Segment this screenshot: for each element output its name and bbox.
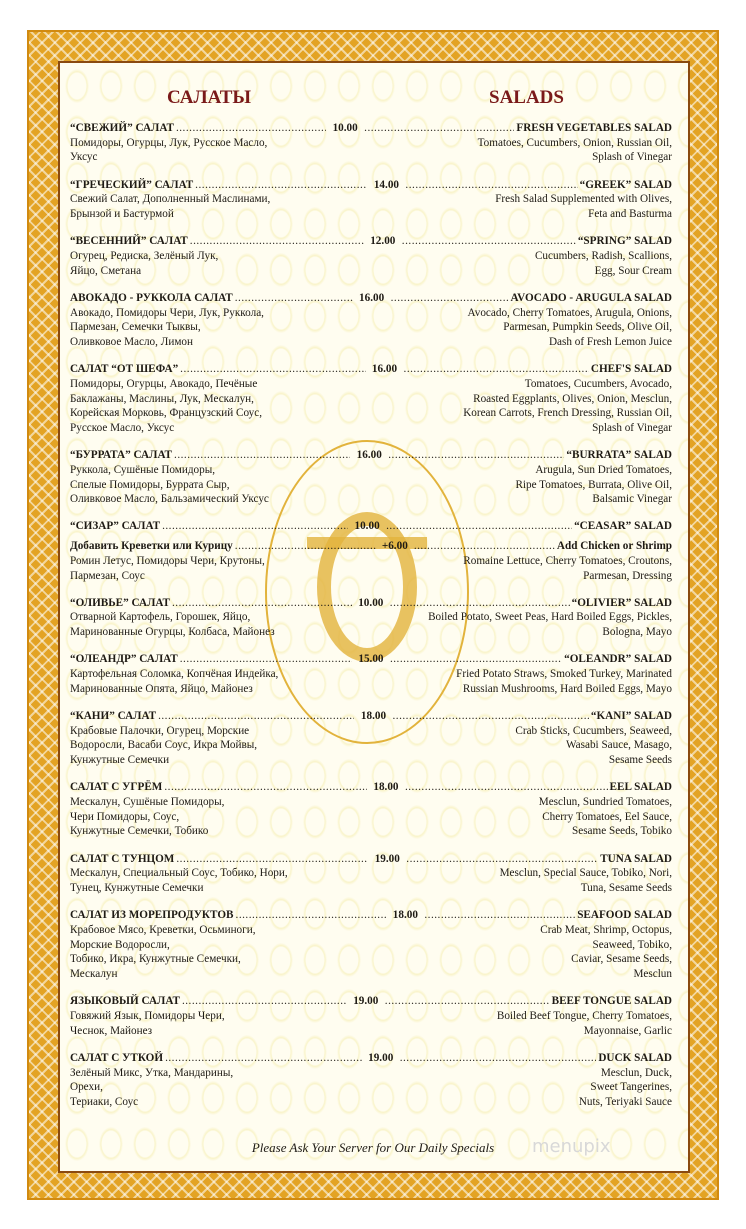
- dot-leader: [424, 908, 575, 923]
- description-line: Говяжий Язык, Помидоры Чери,: [70, 1009, 225, 1022]
- description-en: [372, 249, 672, 278]
- item-name-ru: ЯЗЫКОВЫЙ САЛАТ: [70, 995, 180, 1008]
- description-line: Помидоры, Огурцы, Авокадо, Печёные: [70, 377, 258, 390]
- description-line: Маринованные Опята, Яйцо, Майонез: [70, 682, 253, 695]
- description-line: Руккола, Сушёные Помидоры,: [70, 463, 216, 476]
- item-name-ru: “БУРРАТА” САЛАТ: [70, 449, 173, 462]
- description-line: Ripe Tomatoes, Burrata, Olive Oil,: [515, 478, 672, 491]
- description-line: Russian Mushrooms, Hard Boiled Eggs, Mayo: [462, 682, 672, 695]
- item-name-ru: “ВЕСЕННИЙ” САЛАТ: [70, 235, 188, 248]
- item-name-en: DUCK SALAD: [598, 1051, 672, 1064]
- menu-item: [70, 994, 672, 1038]
- item-name-ru: “ОЛЕАНДР” САЛАТ: [70, 653, 178, 666]
- description-line: Dash of Fresh Lemon Juice: [548, 335, 672, 348]
- item-price: 19.00: [353, 995, 379, 1008]
- menu-item: [70, 362, 672, 436]
- item-name-en: SEAFOOD SALAD: [577, 909, 673, 922]
- description-line: Mayonnaise, Garlic: [583, 1024, 672, 1037]
- description-ru: [70, 306, 370, 350]
- item-title-row: [70, 121, 672, 136]
- description-line: Маринованные Огурцы, Колбаса, Майонез: [70, 626, 275, 639]
- item-price: +6.00: [381, 540, 408, 553]
- item-name-ru: “КАНИ” САЛАТ: [70, 710, 157, 722]
- item-name-en: TUNA SALAD: [600, 852, 673, 865]
- description-line: Баклажаны, Маслины, Лук, Мескалун,: [70, 392, 254, 405]
- item-description: [70, 1066, 672, 1110]
- menu-item: [70, 448, 672, 507]
- item-title-row: [70, 596, 672, 611]
- item-name-ru: САЛАТ С ТУНЦОМ: [70, 852, 175, 865]
- description-line: Parmesan, Pumpkin Seeds, Olive Oil,: [503, 321, 672, 334]
- description-line: Korean Carrots, French Dressing, Russian Oil,: [463, 407, 672, 420]
- dot-leader: [235, 539, 376, 554]
- description-line: Кунжутные Семечки, Тобико: [70, 825, 209, 838]
- description-line: Спелые Помидоры, Буррата Сыр,: [70, 478, 230, 491]
- item-name-ru: САЛАТ ИЗ МОРЕПРОДУКТОВ: [70, 909, 234, 922]
- dot-leader: [162, 519, 348, 534]
- dot-leader: [235, 291, 353, 306]
- description-ru: [70, 1066, 370, 1110]
- dot-leader: [176, 121, 326, 136]
- dot-leader: [400, 1051, 597, 1066]
- description-line: Romaine Lettuce, Cherry Tomatoes, Croutons,: [463, 554, 672, 567]
- item-price: 19.00: [368, 1051, 394, 1064]
- item-title-row: [70, 362, 672, 377]
- item-price: 19.00: [374, 852, 400, 865]
- item-title-row: [70, 652, 672, 667]
- description-line: Wasabi Sauce, Masago,: [566, 739, 672, 752]
- description-ru: [70, 610, 370, 639]
- dot-leader: [176, 852, 368, 867]
- item-name-ru: “ОЛИВЬЕ” САЛАТ: [70, 596, 170, 609]
- dot-leader: [404, 362, 589, 377]
- description-line: Брынзой и Бастурмой: [70, 208, 174, 221]
- description-line: Crab Sticks, Cucumbers, Seaweed,: [515, 724, 672, 737]
- item-price: 14.00: [373, 178, 399, 191]
- menu-item: [70, 780, 672, 839]
- description-ru: [70, 923, 370, 982]
- description-line: Крабовые Палочки, Огурец, Морские: [70, 724, 250, 737]
- item-name-ru: “СИЗАР” САЛАТ: [70, 520, 161, 533]
- menu-item: [70, 1051, 672, 1110]
- dot-leader: [172, 596, 352, 611]
- description-line: Помидоры, Огурцы, Лук, Русское Масло,: [70, 136, 268, 149]
- description-line: Чери Помидоры, Соус,: [70, 810, 180, 823]
- item-price: 12.00: [370, 235, 396, 248]
- description-line: Roasted Eggplants, Olives, Onion, Mesclun,: [473, 392, 672, 405]
- item-name-en: EEL SALAD: [609, 781, 673, 794]
- description-line: Корейская Морковь, Французский Соус,: [70, 407, 263, 420]
- description-line: Огурец, Редиска, Зелёный Лук,: [70, 249, 219, 262]
- item-description: [70, 554, 672, 583]
- description-line: Fried Potato Straws, Smoked Turkey, Marinated: [456, 668, 672, 681]
- description-en: [372, 192, 672, 221]
- item-name-ru: Добавить Креветки или Курицу: [70, 540, 233, 553]
- description-line: Avocado, Cherry Tomatoes, Arugula, Onions,: [467, 306, 672, 319]
- item-name-en: “KANI” SALAD: [590, 710, 673, 722]
- item-title-row: [70, 780, 672, 795]
- dot-leader: [180, 362, 365, 377]
- description-en: [372, 610, 672, 639]
- description-line: Splash of Vinegar: [592, 421, 672, 434]
- dot-leader: [164, 780, 367, 795]
- description-line: Картофельная Соломка, Копчёная Индейка,: [70, 668, 279, 681]
- description-en: [372, 1009, 672, 1038]
- description-line: Sweet Tangerines,: [590, 1081, 672, 1094]
- description-ru: [70, 554, 370, 583]
- item-price: 16.00: [371, 363, 398, 376]
- description-line: Balsamic Vinegar: [592, 493, 672, 506]
- item-price: 16.00: [359, 291, 385, 304]
- menu-item: [70, 234, 672, 278]
- description-line: Crab Meat, Shrimp, Octopus,: [540, 923, 672, 936]
- description-ru: [70, 136, 370, 165]
- description-line: Caviar, Sesame Seeds,: [571, 953, 672, 966]
- description-ru: [70, 192, 370, 221]
- description-line: Parmesan, Dressing: [583, 569, 672, 582]
- heading-english: SALADS: [489, 87, 564, 108]
- dot-leader: [158, 709, 354, 724]
- description-line: Водоросли, Васаби Соус, Икра Мойвы,: [70, 739, 258, 752]
- dot-leader: [405, 780, 608, 795]
- item-name-en: BEEF TONGUE SALAD: [551, 995, 673, 1008]
- description-line: Boiled Beef Tongue, Cherry Tomatoes,: [496, 1009, 672, 1022]
- description-en: [372, 667, 672, 696]
- item-description: [70, 249, 672, 278]
- item-price: 18.00: [373, 781, 399, 794]
- description-en: [372, 306, 672, 350]
- item-description: [70, 136, 672, 165]
- description-ru: [70, 667, 370, 696]
- description-line: Кунжутные Семечки: [70, 754, 170, 767]
- description-en: [372, 1066, 672, 1110]
- description-line: Пармезан, Семечки Тыквы,: [70, 321, 201, 334]
- description-line: Мескалун, Специальный Соус, Тобико, Нори,: [70, 867, 288, 880]
- description-line: Русское Масло, Уксус: [70, 421, 175, 434]
- dot-leader: [402, 234, 576, 249]
- description-line: Arugula, Sun Dried Tomatoes,: [535, 463, 672, 476]
- description-line: Зелёный Микс, Утка, Мандарины,: [70, 1066, 234, 1079]
- item-price: 10.00: [332, 122, 358, 134]
- item-name-ru: “СВЕЖИЙ” САЛАТ: [70, 122, 174, 134]
- item-name-en: “CEASAR” SALAD: [574, 520, 672, 533]
- item-title-row: [70, 291, 672, 306]
- item-name-en: FRESH VEGETABLES SALAD: [516, 122, 672, 134]
- description-line: Mesclun, Special Sauce, Tobiko, Nori,: [499, 867, 672, 880]
- item-description: [70, 610, 672, 639]
- item-description: [70, 866, 672, 895]
- description-line: Tomatoes, Cucumbers, Avocado,: [524, 377, 672, 390]
- item-title-row: [70, 234, 672, 249]
- description-line: Чеснок, Майонез: [70, 1024, 153, 1037]
- item-title-row: [70, 448, 672, 463]
- item-price: 18.00: [392, 909, 418, 922]
- description-line: Splash of Vinegar: [592, 151, 672, 164]
- description-line: Свежий Салат, Дополненный Маслинами,: [70, 193, 271, 206]
- description-ru: [70, 249, 370, 278]
- item-name-en: “SPRING” SALAD: [577, 235, 673, 248]
- description-ru: [70, 724, 370, 768]
- description-line: Tuna, Sesame Seeds: [580, 882, 672, 895]
- description-line: Fresh Salad Supplemented with Olives,: [495, 193, 672, 206]
- description-en: [372, 866, 672, 895]
- item-name-ru: АВОКАДО - РУККОЛА САЛАТ: [70, 291, 233, 304]
- description-line: Cucumbers, Radish, Scallions,: [534, 249, 672, 262]
- menu-item: [70, 908, 672, 982]
- dot-leader: [182, 994, 347, 1009]
- dot-leader: [391, 291, 509, 306]
- description-line: Seaweed, Tobiko,: [592, 938, 672, 951]
- description-ru: [70, 866, 370, 895]
- description-en: [372, 724, 672, 768]
- item-name-ru: САЛАТ “ОТ ШЕФА”: [70, 363, 179, 376]
- description-en: [372, 463, 672, 507]
- menu-items: [70, 121, 672, 1122]
- menu-item: [70, 178, 672, 222]
- item-name-en: “OLEANDR” SALAD: [564, 653, 672, 666]
- description-line: Mesclun, Sundried Tomatoes,: [538, 796, 672, 809]
- description-line: Тобико, Икра, Кунжутные Семечки,: [70, 953, 241, 966]
- item-name-en: “GREEK” SALAD: [579, 178, 672, 191]
- description-line: Мескалун, Сушёные Помидоры,: [70, 796, 225, 809]
- item-name-en: “OLIVIER” SALAD: [571, 596, 673, 609]
- item-price: 18.00: [360, 710, 387, 722]
- description-line: Sesame Seeds, Tobiko: [572, 825, 672, 838]
- description-line: Bologna, Mayo: [602, 626, 672, 639]
- description-line: Cherry Tomatoes, Eel Sauce,: [542, 810, 672, 823]
- description-line: Яйцо, Сметана: [70, 264, 142, 277]
- description-line: Териаки, Соус: [70, 1095, 139, 1108]
- addon-row: [70, 539, 672, 554]
- description-line: Орехи,: [70, 1081, 103, 1094]
- item-title-row: [70, 1051, 672, 1066]
- description-ru: [70, 377, 370, 436]
- description-line: Egg, Sour Cream: [594, 264, 672, 277]
- item-name-en: CHEF'S SALAD: [590, 363, 672, 376]
- menu-item: [70, 291, 672, 350]
- description-line: Boiled Potato, Sweet Peas, Hard Boiled Eggs, Pickles,: [428, 611, 672, 624]
- dot-leader: [195, 178, 367, 193]
- item-description: [70, 463, 672, 507]
- heading-russian: САЛАТЫ: [167, 87, 252, 108]
- menu-item: [70, 709, 672, 768]
- item-title-row: [70, 852, 672, 867]
- description-line: Mesclun, Duck,: [600, 1066, 672, 1079]
- item-description: [70, 192, 672, 221]
- description-line: Пармезан, Соус: [70, 569, 145, 582]
- dot-leader: [165, 1051, 362, 1066]
- item-title-row: [70, 519, 672, 534]
- item-description: [70, 795, 672, 839]
- dot-leader: [390, 652, 562, 667]
- dot-leader: [386, 519, 572, 534]
- dot-leader: [392, 709, 588, 724]
- item-description: [70, 923, 672, 982]
- description-ru: [70, 795, 370, 839]
- description-line: Крабовое Мясо, Креветки, Осьминоги,: [70, 923, 256, 936]
- item-title-row: [70, 709, 672, 724]
- description-line: Тунец, Кунжутные Семечки: [70, 882, 204, 895]
- watermark: menupix: [532, 1136, 611, 1157]
- dot-leader: [390, 596, 570, 611]
- item-name-ru: “ГРЕЧЕСКИЙ” САЛАТ: [70, 178, 194, 191]
- dot-leader: [364, 121, 514, 136]
- description-line: Авокадо, Помидоры Чери, Лук, Руккола,: [70, 306, 264, 319]
- item-description: [70, 1009, 672, 1038]
- item-price: 10.00: [358, 596, 384, 609]
- dot-leader: [388, 448, 564, 463]
- dot-leader: [406, 852, 598, 867]
- description-line: Sesame Seeds: [608, 754, 672, 767]
- item-name-ru: САЛАТ С УГРЁМ: [70, 781, 163, 794]
- description-line: Отварной Картофель, Горошек, Яйцо,: [70, 611, 251, 624]
- menu-item: [70, 519, 672, 583]
- description-line: Mesclun: [633, 968, 672, 981]
- description-en: [372, 136, 672, 165]
- item-name-ru: САЛАТ С УТКОЙ: [70, 1051, 164, 1064]
- dot-leader: [180, 652, 352, 667]
- menu-item: [70, 852, 672, 896]
- description-ru: [70, 463, 370, 507]
- item-title-row: [70, 994, 672, 1009]
- item-name-en: Add Chicken or Shrimp: [556, 540, 673, 553]
- item-name-en: “BURRATA” SALAD: [566, 449, 672, 462]
- menu-item: [70, 596, 672, 640]
- description-line: Feta and Basturma: [588, 208, 672, 221]
- description-en: [372, 795, 672, 839]
- item-price: 15.00: [358, 653, 384, 666]
- dot-leader: [385, 994, 550, 1009]
- description-line: Морские Водоросли,: [70, 938, 170, 951]
- menu-item: [70, 121, 672, 165]
- item-description: [70, 377, 672, 436]
- item-description: [70, 667, 672, 696]
- description-en: [372, 923, 672, 982]
- item-price: 10.00: [354, 520, 380, 533]
- description-ru: [70, 1009, 370, 1038]
- item-title-row: [70, 908, 672, 923]
- description-en: [372, 554, 672, 583]
- footer-note: Please Ask Your Server for Our Daily Specials: [251, 1140, 495, 1155]
- dot-leader: [414, 539, 555, 554]
- description-line: Nuts, Teriyaki Sauce: [578, 1095, 672, 1108]
- description-line: Оливковое Масло, Бальзамический Уксус: [70, 493, 269, 506]
- item-name-en: AVOCADO - ARUGULA SALAD: [510, 291, 672, 304]
- dot-leader: [236, 908, 387, 923]
- item-title-row: [70, 178, 672, 193]
- dot-leader: [405, 178, 577, 193]
- description-line: Tomatoes, Cucumbers, Onion, Russian Oil,: [477, 136, 672, 149]
- item-price: 16.00: [356, 449, 382, 462]
- dot-leader: [190, 234, 364, 249]
- dot-leader: [174, 448, 350, 463]
- description-line: Оливковое Масло, Лимон: [70, 335, 193, 348]
- description-en: [372, 377, 672, 436]
- description-line: Ромин Летус, Помидоры Чери, Крутоны,: [70, 554, 265, 567]
- item-description: [70, 306, 672, 350]
- menu-item: [70, 652, 672, 696]
- description-line: Мескалун: [70, 968, 118, 981]
- description-line: Уксус: [70, 151, 98, 164]
- item-description: [70, 724, 672, 768]
